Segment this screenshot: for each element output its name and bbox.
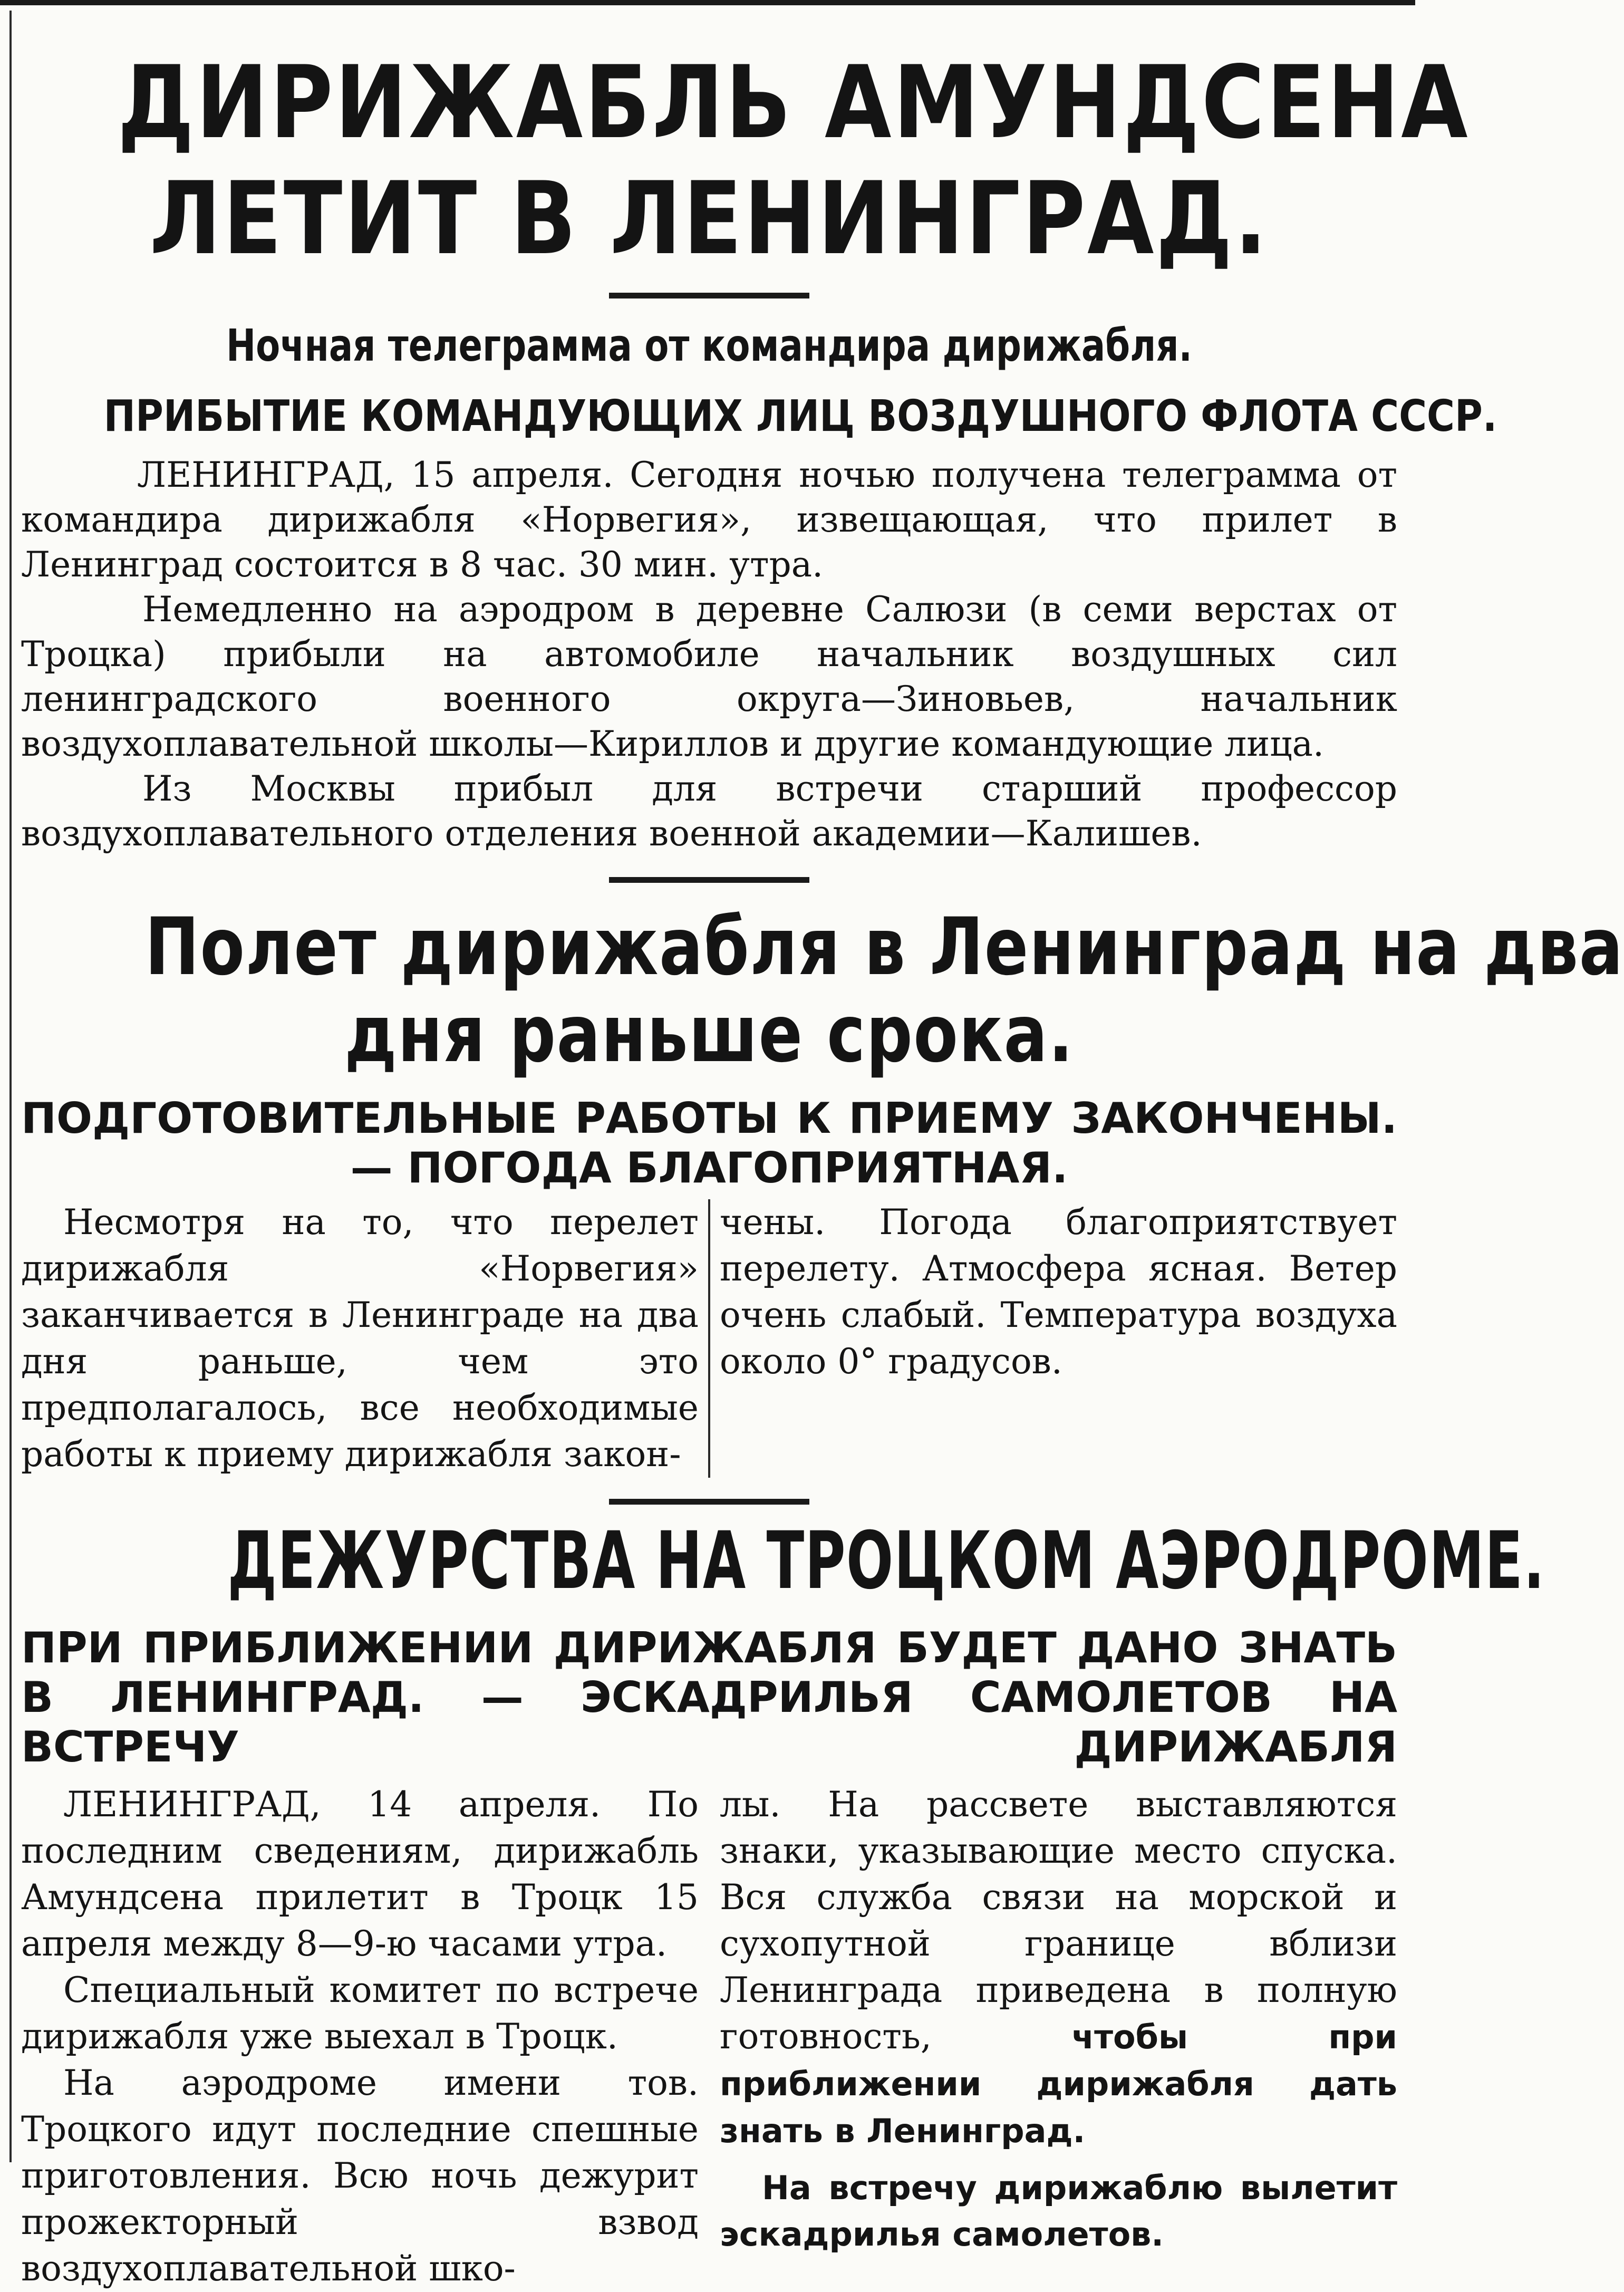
column-left [21, 1781, 699, 2292]
main-headline [21, 44, 1470, 277]
top-rule [0, 0, 1415, 5]
article-columns [21, 1781, 1397, 2292]
paragraph: чены. Погода благоприятствует перелету. Атмосфера ясная. Ветер очень слабый. Температура воздуха около 0° градусов. [720, 1202, 1397, 1382]
paragraph: Специальный комитет по встрече дирижабля уже выехал в Троцк. [21, 1970, 699, 2057]
paragraph: ЛЕНИНГРАД, 15 апреля. Сегодня ночью получена телеграмма от командира дирижабля «Норвегия», извещающая, что прилет в Ленинград состоится в 8 час. 30 мин. утра. [21, 455, 1397, 585]
divider [609, 293, 809, 298]
column-left [21, 1199, 699, 1478]
divider [609, 1499, 809, 1505]
left-column-rule [9, 11, 12, 2162]
article-kicker: ПРИ ПРИБЛИЖЕНИИ ДИРИЖАБЛЯ БУДЕТ ДАНО ЗНАТЬ В ЛЕНИНГРАД. — ЭСКАДРИЛЬЯ САМОЛЕТОВ НА ВСТРЕЧУ ДИРИЖАБЛЯ [21, 1623, 1397, 1771]
article-column [21, 21, 1624, 2292]
bold-tail: чтобы при приближении дирижабля дать знать в Ленинград. [720, 2018, 1397, 2150]
paragraph-text: лы. На рассвете выставляются знаки, указывающие место спуска. Вся служба связи на морской и сухопутной границе вблизи Ленинграда приведена в полную готовность, [720, 1784, 1397, 2057]
paragraph: Немедленно на аэродром в деревне Салюзи (в семи верстах от Троцка) прибыли на автомобиле начальник воздушных сил ленинградского военного округа—Зиновьев, начальник воздухоплавательной школы—Кириллов и другие командующие лица. [21, 589, 1397, 764]
paragraph: Несмотря на то, что перелет дирижабля «Норвегия» заканчивается в Ленинграде на два дня раньше, чем это предполагалось, все необходимые работы к приему дирижабля закон- [21, 1202, 699, 1475]
article-headline: ДЕЖУРСТВА НА ТРОЦКОМ АЭРОДРОМЕ. [227, 1515, 1545, 1607]
article-aerodrome [21, 1515, 1545, 2292]
column-right [720, 1781, 1397, 2292]
article-kicker: ПРИБЫТИЕ КОМАНДУЮЩИХ ЛИЦ ВОЗДУШНОГО ФЛОТА СССР. [103, 391, 1497, 441]
headline-line-2: дня раньше срока. [344, 988, 1074, 1080]
headline-line-2: ЛЕТИТ В ЛЕНИНГРАД. [149, 160, 1269, 277]
column-right [720, 1199, 1397, 1478]
headline-line-1: Полет дирижабля в Ленинград на два [144, 901, 1624, 993]
article-kicker: ПОДГОТОВИТЕЛЬНЫЕ РАБОТЫ К ПРИЕМУ ЗАКОНЧЕНЫ. — ПОГОДА БЛАГОПРИЯТНАЯ. [21, 1094, 1397, 1192]
article-columns [21, 1199, 1397, 1478]
divider [609, 877, 809, 883]
article-subhead: Ночная телеграмма от командира дирижабля. [226, 320, 1193, 371]
article-flight [21, 901, 1624, 1478]
paragraph: На аэродроме имени тов. Троцкого идут последние спешные приготовления. Всю ночь дежурит прожекторный взвод воздухоплавательной шко- [21, 2063, 699, 2289]
headline-line-1: ДИРИЖАБЛЬ АМУНДСЕНА [117, 44, 1470, 161]
bold-paragraph: На встречу дирижаблю вылетит эскадрилья самолетов. [720, 2169, 1397, 2254]
paragraph: ЛЕНИНГРАД, 14 апреля. По последним сведениям, дирижабль Амундсена прилетит в Троцк 15 апреля между 8—9-ю часами утра. [21, 1784, 699, 1964]
article-telegram [21, 316, 1497, 856]
column-gap [699, 1781, 720, 2292]
column-rule [708, 1199, 710, 1478]
paragraph: Из Москвы прибыл для встречи старший профессор воздухоплавательного отделения военной академии—Калишев. [21, 768, 1397, 854]
article-body [21, 452, 1397, 856]
paragraph [720, 1781, 1397, 2154]
